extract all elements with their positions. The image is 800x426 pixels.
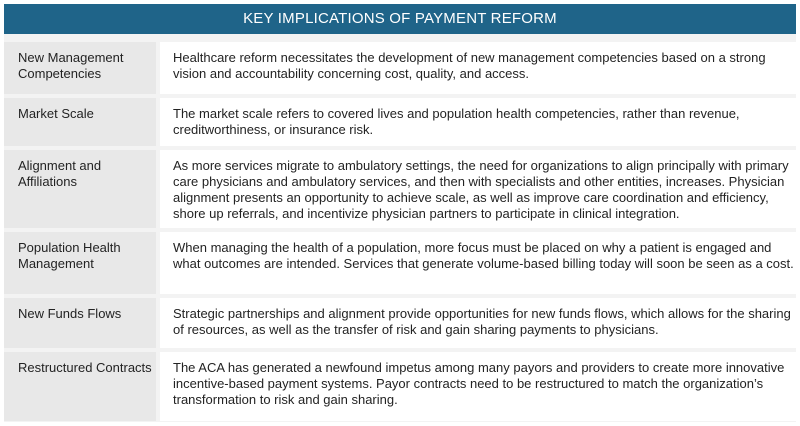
row-description: Healthcare reform necessitates the development of new management competencies based on a strong vision and accountability concerning cost, quality, and access. xyxy=(160,42,796,94)
row-description: When managing the health of a population, more focus must be placed on why a patient is engaged and what outcomes are intended. Services that generate volume-based billing today will soon be seen as a cost. xyxy=(160,232,796,294)
row-label: New Management Competencies xyxy=(4,42,156,94)
payment-reform-table xyxy=(4,4,796,422)
table-row xyxy=(4,98,796,146)
row-description: As more services migrate to ambulatory settings, the need for organizations to align principally with primary care physicians and ambulatory services, and then with specialists and other entities, increases. Physician alignment presents an opportunity to achieve scale, as well as improve care coordination and efficiency, shore up referrals, and incentivize physician partners to participate in clinical integration. xyxy=(160,150,796,228)
table-row xyxy=(4,352,796,421)
table-row xyxy=(4,232,796,294)
table-row xyxy=(4,298,796,348)
row-description: The ACA has generated a newfound impetus among many payors and providers to create more innovative incentive-based payment systems. Payor contracts need to be restructured to match the organization’s transformation to risk and gain sharing. xyxy=(160,352,796,421)
row-label: Restructured Contracts xyxy=(4,352,156,421)
table-title: KEY IMPLICATIONS OF PAYMENT REFORM xyxy=(4,4,796,34)
row-description: The market scale refers to covered lives and population health competencies, rather than revenue, creditworthiness, or insurance risk. xyxy=(160,98,796,146)
row-label: New Funds Flows xyxy=(4,298,156,348)
row-label: Alignment and Affiliations xyxy=(4,150,156,228)
row-label: Market Scale xyxy=(4,98,156,146)
row-description: Strategic partnerships and alignment provide opportunities for new funds flows, which allows for the sharing of resources, as well as the transfer of risk and gain sharing payments to physicians. xyxy=(160,298,796,348)
table-row xyxy=(4,150,796,228)
table-row xyxy=(4,42,796,94)
row-label: Population Health Management xyxy=(4,232,156,294)
